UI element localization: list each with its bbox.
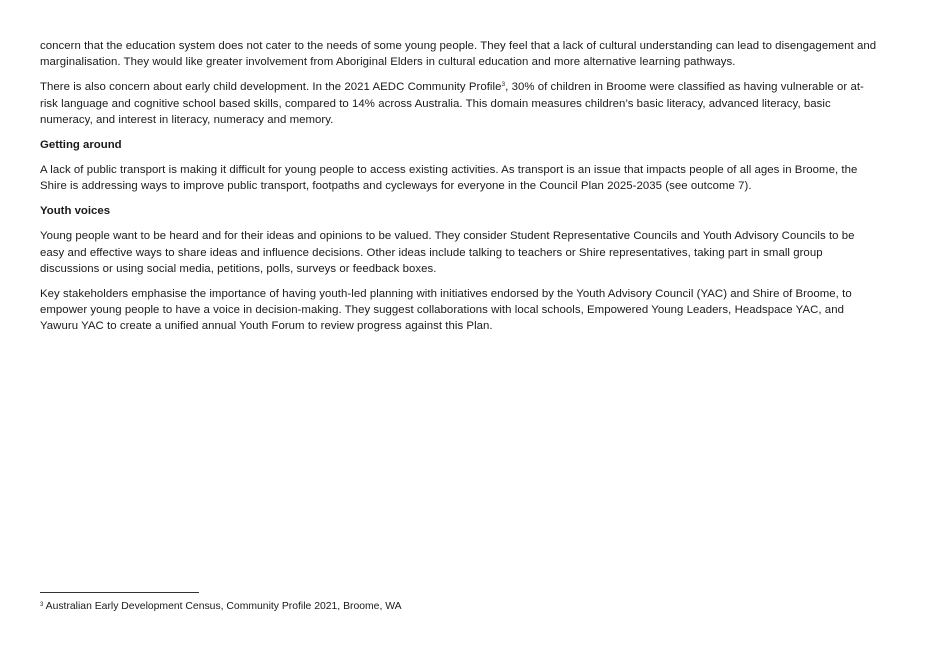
- paragraph-education-concern: concern that the education system does not cater to the needs of some young people. They feel that a lack of cultural understanding can lead to disengagement and marginalisation. They would like greater involvement from Aboriginal Elders in cultural education and more alternative learning pathways.: [40, 40, 877, 69]
- paragraph-stakeholders: Key stakeholders emphasise the importance of having youth-led planning with initiatives endorsed by the Youth Advisory Council (YAC) and Shire of Broome, to empower young people to have a voice in decision-making. They suggest collaborations with local schools, Empowered Young Leaders, Headspace YAC, and Yawuru YAC to create a unified annual Youth Forum to review progress against this Plan.: [40, 288, 852, 333]
- document-body: [40, 38, 880, 344]
- footnote-divider: [40, 592, 199, 593]
- section-heading-getting-around: Getting around: [40, 139, 122, 152]
- footnote-text: Australian Early Development Census, Community Profile 2021, Broome, WA: [43, 601, 402, 612]
- paragraph-transport: A lack of public transport is making it difficult for young people to access existing activities. As transport is an issue that impacts people of all ages in Broome, the Shire is addressing ways to improve public transport, footpaths and cycleways for everyone in the Council Plan 2025-2035 (see outcome 7).: [40, 164, 858, 193]
- footnote: [40, 600, 402, 614]
- paragraph-text-start: There is also concern about early child development. In the 2021 AEDC Community Profile: [40, 81, 502, 94]
- section-heading-youth-voices: Youth voices: [40, 205, 111, 218]
- paragraph-early-child-development: [40, 79, 880, 128]
- paragraph-text-end: , 30% of children in Broome were classified as having vulnerable or at-risk language and cognitive school based skills, compared to 14% across Australia. This domain measures children’s basic literacy, advanced literacy, basic numeracy, and interest in literacy, numeracy and memory.: [40, 81, 864, 126]
- footnote-reference[interactable]: 3: [501, 81, 506, 89]
- paragraph-youth-heard: Young people want to be heard and for their ideas and opinions to be valued. They consider Student Representative Councils and Youth Advisory Councils to be easy and effective ways to share ideas and influence decisions. Other ideas include talking to teachers or Shire representatives, taking part in small group discussions or using social media, petitions, polls, surveys or feedback boxes.: [40, 230, 855, 275]
- footnote-marker: 3: [40, 602, 44, 608]
